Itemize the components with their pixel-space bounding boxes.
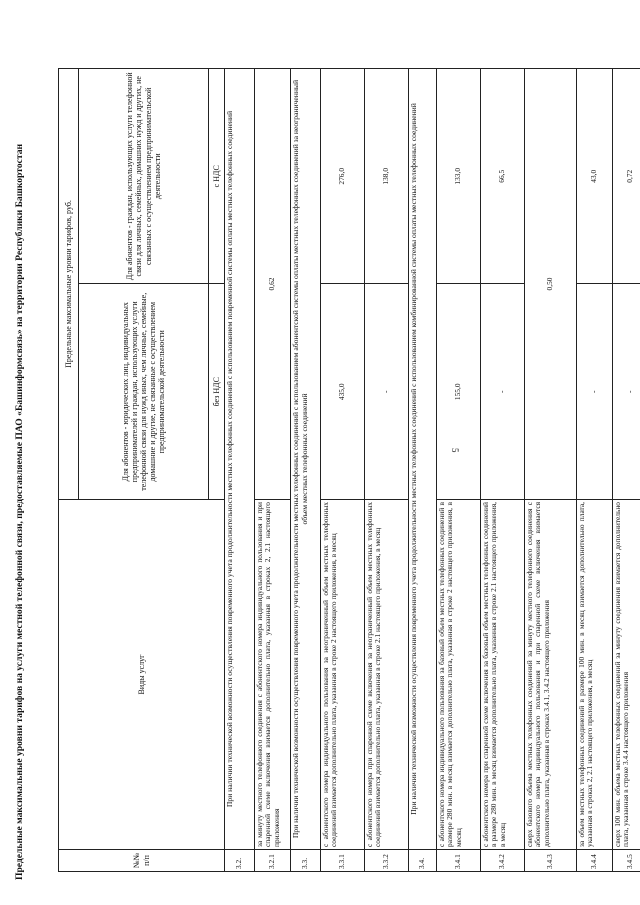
row-text: с абонентского номера при спаренной схеме включения за неограниченный объем местных телефонных соединений взимается дополнительно плата, указанная в строке 2.1 настоящего приложения, в месяц: [365, 500, 409, 850]
section-text: При наличии технической возможности осуществления повременного учета продолжительности местных телефонных соединений с использованием абонентской системы оплаты местных телефонных соединений за неограниченный объем местных телефонных соединений: [291, 69, 321, 850]
row-text: с абонентского номера индивидуального пользования за базовый объем местных телефонных соединений в размере 280 мин. в месяц взимается дополнительно плата, указанная в строке 2 настоящего приложения, в месяц: [437, 500, 481, 850]
value-legal: -: [481, 284, 525, 500]
row-num: 3.4.4: [577, 850, 613, 872]
header-service: Виды услуг: [59, 500, 225, 850]
table-row: [481, 69, 525, 872]
header-limits: Предельные максимальные уровни тарифов, руб.: [59, 69, 79, 500]
row-text: с абонентского номера при спаренной схеме включения за базовый объем местных телефонных соединений в размере 280 мин. в месяц взимается дополнительно плата, указанная в строке 2.1 настоящего приложения, в месяц: [481, 500, 525, 850]
table-row: [613, 69, 640, 872]
value-citizens: 276,0: [321, 69, 365, 285]
section-text: При наличии технической возможности осуществления повременного учета продолжительности местных телефонных соединений с использованием комбинированной системы оплаты местных телефонных соединений: [409, 69, 437, 850]
row-num: 3.4.: [409, 850, 437, 872]
row-num: 3.4.3: [525, 850, 577, 872]
tariff-table: [58, 68, 640, 872]
row-text: с абонентского номера индивидуального пользования за неограниченный объем местных телефонных соединений взимается дополнительно плата, указанная в строке 2 настоящего приложения, в месяц: [321, 500, 365, 850]
merged-value: 0,62: [255, 69, 291, 500]
row-num: 3.2.1: [255, 850, 291, 872]
value-citizens: 138,0: [365, 69, 409, 285]
table-row: [291, 69, 321, 872]
value-legal: 155,0: [437, 284, 481, 500]
table-row: [577, 69, 613, 872]
header-group-legal: Для абонентов - юридических лиц, индивидуальных предпринимателей и граждан, использующих услуги телефонной связи для нужд иных, чем личные, семейные, домашние и другие, не связанные с осуществлением предпринимательской деятельности: [79, 284, 209, 500]
row-num: 3.3.2: [365, 850, 409, 872]
row-num: 3.3.1: [321, 850, 365, 872]
row-num: 3.4.2: [481, 850, 525, 872]
table-row: [255, 69, 291, 872]
header-with-vat: с НДС: [209, 69, 225, 285]
value-legal: 435,0: [321, 284, 365, 500]
value-legal: -: [577, 284, 613, 500]
section-text: При наличии технической возможности осуществления повременного учета продолжительности местных телефонных соединений с использованием повременной системы оплаты местных телефонных соединений: [225, 69, 255, 850]
row-text: за объем местных телефонных соединений в размере 100 мин. в месяц взимается дополнительно плата, указанная в строках 2, 2.1 настоящего приложения, в месяц: [577, 500, 613, 850]
merged-value: 0,50: [525, 69, 577, 500]
header-num: №№ п/п: [59, 850, 225, 872]
row-text: за минуту местного телефонного соединения с абонентского номера индивидуального пользования и при спаренной схеме включения взимается дополнительно плата, указанная в строках 2, 2.1 настоящего приложения: [255, 500, 291, 850]
value-citizens: 133,0: [437, 69, 481, 285]
row-text: сверх 100 мин. объема местных телефонных соединений за минуту соединения взимается дополнительно плата, указанная в строке 3.4.4 настоящего приложения: [613, 500, 640, 850]
table-row: [321, 69, 365, 872]
value-citizens: 0,72: [613, 69, 640, 285]
row-num: 3.2.: [225, 850, 255, 872]
value-citizens: 43,0: [577, 69, 613, 285]
table-row: [525, 69, 577, 872]
table-row: [365, 69, 409, 872]
value-legal: -: [365, 284, 409, 500]
table-row: [225, 69, 255, 872]
document-title: Предельные максимальные уровни тарифов на услуги местной телефонной связи, предоставляемые ПАО «Башинформсвязь» на территории Республики Башкортостан: [14, 143, 25, 880]
row-num: 3.3.: [291, 850, 321, 872]
value-legal: -: [613, 284, 640, 500]
table-row: [437, 69, 481, 872]
header-no-vat: без НДС: [209, 284, 225, 500]
page-number: 5: [450, 448, 460, 453]
row-num: 3.4.5: [613, 850, 640, 872]
table-row: [409, 69, 437, 872]
value-citizens: 66,5: [481, 69, 525, 285]
row-num: 3.4.1: [437, 850, 481, 872]
row-text: сверх базового объема местных телефонных соединений за минуту местного телефонного соединения с абонентского номера индивидуального пользования и при спаренной схеме включения взимается дополнительно плата, указанная в строках 3.4.1, 3.4.2 настоящего приложения: [525, 500, 577, 850]
tariff-table-rotated: [58, 68, 635, 872]
header-group-citizens: Для абонентов - граждан, использующих услуги телефонной связи для личных, семейных, домашних нужд и других, не связанных с осуществлением предпринимательской деятельности: [79, 69, 209, 285]
